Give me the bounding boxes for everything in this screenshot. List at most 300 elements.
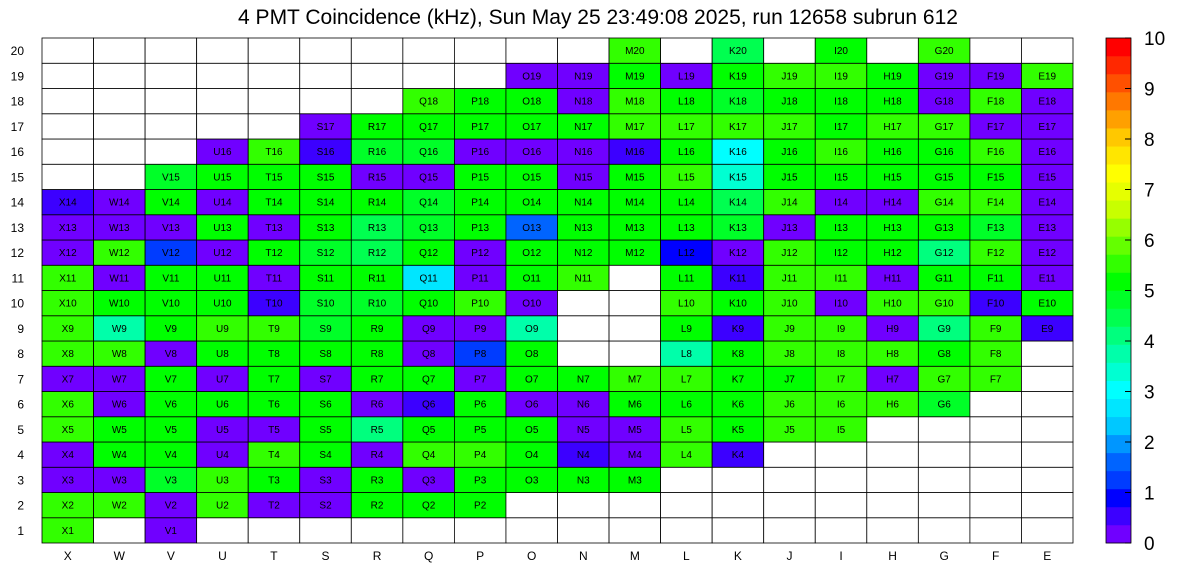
cell-label-K17: K17 bbox=[729, 121, 747, 133]
cell-label-I12: I12 bbox=[834, 248, 848, 260]
cell-label-O11: O11 bbox=[522, 273, 541, 285]
y-tick-label: 10 bbox=[10, 296, 24, 311]
heatmap-cell-T18 bbox=[248, 89, 300, 114]
cell-label-R4: R4 bbox=[370, 450, 384, 462]
cell-label-F8: F8 bbox=[989, 349, 1002, 361]
heatmap-cell-U17 bbox=[197, 114, 249, 139]
cell-label-R12: R12 bbox=[367, 248, 387, 260]
cell-label-G8: G8 bbox=[937, 349, 951, 361]
y-tick-label: 15 bbox=[10, 170, 24, 185]
cell-label-P18: P18 bbox=[471, 96, 490, 108]
cell-label-M15: M15 bbox=[625, 172, 645, 184]
colorbar-segment bbox=[1106, 38, 1131, 56]
cell-label-N4: N4 bbox=[576, 450, 590, 462]
cell-label-K8: K8 bbox=[731, 349, 745, 361]
cell-label-F13: F13 bbox=[987, 222, 1005, 234]
cell-label-U8: U8 bbox=[216, 349, 229, 361]
cell-label-E10: E10 bbox=[1038, 298, 1057, 310]
cell-label-H10: H10 bbox=[883, 298, 902, 310]
cell-label-G18: G18 bbox=[934, 96, 954, 108]
cell-label-G11: G11 bbox=[935, 273, 954, 285]
cell-label-U15: U15 bbox=[213, 172, 232, 184]
cell-label-L13: L13 bbox=[678, 222, 695, 234]
heatmap-cell-X15 bbox=[42, 164, 94, 189]
cell-label-P14: P14 bbox=[471, 197, 490, 209]
heatmap-cell-T17 bbox=[248, 114, 300, 139]
cell-label-H13: H13 bbox=[883, 222, 902, 234]
x-tick-label: F bbox=[992, 549, 1000, 563]
heatmap-cell-E5 bbox=[1021, 417, 1073, 442]
heatmap-cell-T20 bbox=[248, 38, 300, 63]
cell-label-U5: U5 bbox=[216, 424, 229, 436]
y-tick-label: 1 bbox=[17, 523, 24, 538]
colorbar-segment bbox=[1106, 489, 1131, 507]
cell-label-S12: S12 bbox=[316, 248, 335, 260]
cell-label-X8: X8 bbox=[61, 349, 74, 361]
colorbar-tick-label: 8 bbox=[1144, 130, 1155, 151]
colorbar-tick-label: 10 bbox=[1144, 29, 1166, 50]
x-tick-label: Q bbox=[423, 549, 434, 563]
heatmap-cell-J3 bbox=[764, 467, 816, 492]
x-tick-label: T bbox=[270, 549, 278, 563]
heatmap-cell-H2 bbox=[867, 493, 919, 518]
cell-label-S2: S2 bbox=[319, 500, 332, 512]
cell-label-K6: K6 bbox=[731, 399, 745, 411]
cell-label-W11: W11 bbox=[109, 273, 130, 285]
cell-label-R6: R6 bbox=[370, 399, 384, 411]
x-tick-label: J bbox=[786, 549, 793, 563]
cell-label-S9: S9 bbox=[319, 323, 332, 335]
cell-label-M4: M4 bbox=[627, 450, 642, 462]
cell-label-R5: R5 bbox=[370, 424, 384, 436]
heatmap-cell-M1 bbox=[609, 518, 661, 543]
cell-label-N14: N14 bbox=[574, 197, 593, 209]
cell-label-X13: X13 bbox=[58, 222, 77, 234]
cell-label-U13: U13 bbox=[213, 222, 232, 234]
heatmap-cell-F1 bbox=[970, 518, 1022, 543]
colorbar-segment bbox=[1106, 110, 1131, 128]
heatmap-cell-N10 bbox=[558, 291, 610, 316]
cell-label-M7: M7 bbox=[627, 374, 642, 386]
cell-label-U16: U16 bbox=[213, 147, 232, 159]
cell-label-X3: X3 bbox=[61, 475, 74, 487]
cell-label-W13: W13 bbox=[109, 222, 130, 234]
cell-label-V9: V9 bbox=[164, 323, 177, 335]
colorbar-segment bbox=[1106, 399, 1131, 417]
colorbar-segment bbox=[1106, 254, 1131, 272]
heatmap-cell-J20 bbox=[764, 38, 816, 63]
cell-label-M6: M6 bbox=[627, 399, 642, 411]
cell-label-S3: S3 bbox=[319, 475, 332, 487]
cell-label-J9: J9 bbox=[784, 323, 795, 335]
heatmap-cell-G1 bbox=[918, 518, 970, 543]
heatmap-cell-H5 bbox=[867, 417, 919, 442]
cell-label-Q8: Q8 bbox=[421, 349, 436, 361]
cell-label-T10: T10 bbox=[265, 298, 283, 310]
cell-label-Q4: Q4 bbox=[421, 450, 436, 462]
heatmap-cell-W20 bbox=[94, 38, 146, 63]
cell-label-U9: U9 bbox=[216, 323, 229, 335]
cell-label-F11: F11 bbox=[987, 273, 1004, 285]
heatmap-cell-U19 bbox=[197, 63, 249, 88]
cell-label-G6: G6 bbox=[937, 399, 951, 411]
x-tick-label: P bbox=[476, 549, 485, 563]
cell-label-I6: I6 bbox=[836, 399, 846, 411]
y-tick-label: 6 bbox=[17, 397, 24, 412]
cell-label-G16: G16 bbox=[934, 147, 954, 159]
heatmap-cell-F6 bbox=[970, 392, 1022, 417]
heatmap-cell-U1 bbox=[197, 518, 249, 543]
cell-label-T13: T13 bbox=[265, 222, 283, 234]
heatmap-cell-G3 bbox=[918, 467, 970, 492]
heatmap-cell-F4 bbox=[970, 442, 1022, 467]
cell-label-W6: W6 bbox=[111, 399, 127, 411]
cell-label-Q16: Q16 bbox=[419, 147, 439, 159]
heatmap-cell-I3 bbox=[815, 467, 867, 492]
cell-label-N17: N17 bbox=[574, 121, 593, 133]
heatmap-cell-H20 bbox=[867, 38, 919, 63]
heatmap-cell-V16 bbox=[145, 139, 197, 164]
cell-label-O8: O8 bbox=[525, 349, 539, 361]
heatmap-cell-X17 bbox=[42, 114, 94, 139]
cell-label-K12: K12 bbox=[729, 248, 747, 260]
cell-label-V5: V5 bbox=[164, 424, 177, 436]
cell-label-E14: E14 bbox=[1038, 197, 1057, 209]
cell-label-N6: N6 bbox=[576, 399, 590, 411]
cell-label-T3: T3 bbox=[268, 475, 280, 487]
cell-label-X1: X1 bbox=[61, 525, 74, 537]
cell-label-K10: K10 bbox=[729, 298, 747, 310]
heatmap-cell-E7 bbox=[1021, 366, 1073, 391]
heatmap-cell-R18 bbox=[351, 89, 403, 114]
cell-label-G14: G14 bbox=[934, 197, 954, 209]
cell-label-W2: W2 bbox=[111, 500, 127, 512]
x-tick-label: E bbox=[1043, 549, 1052, 563]
cell-label-E19: E19 bbox=[1038, 71, 1057, 83]
heatmap-cell-R1 bbox=[351, 518, 403, 543]
heatmap-cell-M11 bbox=[609, 265, 661, 290]
cell-label-L7: L7 bbox=[680, 374, 692, 386]
heatmap-cell-W15 bbox=[94, 164, 146, 189]
heatmap-cell-S20 bbox=[300, 38, 352, 63]
cell-label-M14: M14 bbox=[625, 197, 645, 209]
heatmap-cell-I4 bbox=[815, 442, 867, 467]
cell-label-G13: G13 bbox=[934, 222, 954, 234]
cell-label-R3: R3 bbox=[370, 475, 384, 487]
cell-label-P12: P12 bbox=[471, 248, 490, 260]
cell-label-I14: I14 bbox=[834, 197, 848, 209]
y-tick-label: 11 bbox=[11, 271, 24, 286]
cell-label-G10: G10 bbox=[934, 298, 954, 310]
cell-label-T4: T4 bbox=[268, 450, 280, 462]
colorbar-tick-label: 2 bbox=[1144, 433, 1155, 454]
y-tick-label: 7 bbox=[17, 372, 24, 387]
cell-label-I13: I13 bbox=[834, 222, 848, 234]
cell-label-W12: W12 bbox=[109, 248, 130, 260]
heatmap-cell-G4 bbox=[918, 442, 970, 467]
cell-label-S16: S16 bbox=[316, 147, 335, 159]
heatmap-cell-F2 bbox=[970, 493, 1022, 518]
cell-label-V15: V15 bbox=[161, 172, 180, 184]
cell-label-Q6: Q6 bbox=[421, 399, 436, 411]
cell-label-G7: G7 bbox=[937, 374, 951, 386]
cell-label-R10: R10 bbox=[367, 298, 387, 310]
heatmap-cell-K3 bbox=[712, 467, 764, 492]
cell-label-L12: L12 bbox=[678, 248, 695, 260]
cell-label-L19: L19 bbox=[678, 71, 695, 83]
heatmap-cell-W17 bbox=[94, 114, 146, 139]
cell-label-N18: N18 bbox=[574, 96, 593, 108]
cell-label-X6: X6 bbox=[61, 399, 74, 411]
cell-label-I20: I20 bbox=[834, 46, 848, 58]
cell-label-O3: O3 bbox=[525, 475, 539, 487]
cell-label-V1: V1 bbox=[164, 525, 177, 537]
cell-label-Q18: Q18 bbox=[419, 96, 439, 108]
heatmap-cell-O2 bbox=[506, 493, 558, 518]
cell-label-X12: X12 bbox=[58, 248, 77, 260]
cell-label-L9: L9 bbox=[680, 323, 692, 335]
heatmap-cell-M10 bbox=[609, 291, 661, 316]
heatmap-cell-K2 bbox=[712, 493, 764, 518]
colorbar-segment bbox=[1106, 182, 1131, 200]
cell-label-R17: R17 bbox=[367, 121, 387, 133]
cell-label-I8: I8 bbox=[836, 349, 846, 361]
heatmap-cell-T19 bbox=[248, 63, 300, 88]
cell-label-T16: T16 bbox=[265, 147, 283, 159]
heatmap-cell-M2 bbox=[609, 493, 661, 518]
y-tick-label: 13 bbox=[10, 220, 24, 235]
cell-label-J18: J18 bbox=[781, 96, 798, 108]
colorbar-tick-label: 4 bbox=[1144, 332, 1155, 353]
heatmap-cell-U20 bbox=[197, 38, 249, 63]
cell-label-K15: K15 bbox=[729, 172, 747, 184]
cell-label-V10: V10 bbox=[161, 298, 180, 310]
heatmap-cell-H1 bbox=[867, 518, 919, 543]
heatmap-cell-F5 bbox=[970, 417, 1022, 442]
cell-label-R14: R14 bbox=[367, 197, 387, 209]
cell-label-H16: H16 bbox=[883, 147, 902, 159]
cell-label-L15: L15 bbox=[678, 172, 695, 184]
cell-label-O6: O6 bbox=[525, 399, 539, 411]
cell-label-F10: F10 bbox=[987, 298, 1005, 310]
heatmap-cell-W16 bbox=[94, 139, 146, 164]
cell-label-U10: U10 bbox=[213, 298, 232, 310]
cell-label-Q5: Q5 bbox=[421, 424, 436, 436]
y-tick-label: 3 bbox=[17, 473, 24, 488]
cell-label-T12: T12 bbox=[265, 248, 283, 260]
heatmap-cell-H3 bbox=[867, 467, 919, 492]
cell-label-U3: U3 bbox=[216, 475, 229, 487]
cell-label-R16: R16 bbox=[367, 147, 387, 159]
cell-label-L4: L4 bbox=[680, 450, 692, 462]
heatmap-cell-V18 bbox=[145, 89, 197, 114]
cell-label-Q14: Q14 bbox=[419, 197, 439, 209]
cell-label-Q3: Q3 bbox=[421, 475, 436, 487]
cell-label-O7: O7 bbox=[525, 374, 539, 386]
cell-label-E11: E11 bbox=[1038, 273, 1056, 285]
cell-label-X11: X11 bbox=[59, 273, 77, 285]
cell-label-L17: L17 bbox=[678, 121, 695, 133]
cell-label-K7: K7 bbox=[731, 374, 745, 386]
cell-label-T11: T11 bbox=[265, 273, 283, 285]
cell-label-J8: J8 bbox=[784, 349, 795, 361]
cell-label-R15: R15 bbox=[367, 172, 387, 184]
heatmap-cell-E20 bbox=[1021, 38, 1073, 63]
cell-label-V12: V12 bbox=[161, 248, 180, 260]
colorbar-segment bbox=[1106, 435, 1131, 453]
cell-label-E15: E15 bbox=[1038, 172, 1057, 184]
cell-label-P16: P16 bbox=[471, 147, 490, 159]
cell-label-X7: X7 bbox=[61, 374, 74, 386]
cell-label-W4: W4 bbox=[111, 450, 127, 462]
colorbar-segment bbox=[1106, 200, 1131, 218]
heatmap-cell-V19 bbox=[145, 63, 197, 88]
cell-label-Q9: Q9 bbox=[421, 323, 436, 335]
cell-label-V13: V13 bbox=[161, 222, 180, 234]
cell-label-T5: T5 bbox=[268, 424, 280, 436]
heatmap-cell-X20 bbox=[42, 38, 94, 63]
cell-label-H11: H11 bbox=[883, 273, 902, 285]
heatmap-cell-R20 bbox=[351, 38, 403, 63]
heatmap-cell-W19 bbox=[94, 63, 146, 88]
heatmap-cell-W1 bbox=[94, 518, 146, 543]
cell-label-M5: M5 bbox=[627, 424, 642, 436]
cell-label-M12: M12 bbox=[625, 248, 645, 260]
cell-label-I11: I11 bbox=[834, 273, 848, 285]
cell-label-X5: X5 bbox=[61, 424, 74, 436]
colorbar-segment bbox=[1106, 309, 1131, 327]
cell-label-V3: V3 bbox=[164, 475, 177, 487]
cell-label-T7: T7 bbox=[268, 374, 280, 386]
heatmap-cell-V17 bbox=[145, 114, 197, 139]
cell-label-T14: T14 bbox=[265, 197, 283, 209]
cell-label-F18: F18 bbox=[987, 96, 1005, 108]
heatmap-cell-W18 bbox=[94, 89, 146, 114]
cell-label-R7: R7 bbox=[370, 374, 384, 386]
heatmap-cell-M9 bbox=[609, 316, 661, 341]
cell-label-V2: V2 bbox=[164, 500, 177, 512]
cell-label-F19: F19 bbox=[987, 71, 1005, 83]
cell-label-P15: P15 bbox=[471, 172, 490, 184]
heatmap-cell-S19 bbox=[300, 63, 352, 88]
cell-label-X14: X14 bbox=[58, 197, 77, 209]
cell-label-S13: S13 bbox=[316, 222, 335, 234]
cell-label-J5: J5 bbox=[784, 424, 795, 436]
colorbar-tick-label: 9 bbox=[1144, 79, 1155, 101]
cell-label-J17: J17 bbox=[781, 121, 798, 133]
heatmap-cell-I2 bbox=[815, 493, 867, 518]
colorbar-segment bbox=[1106, 92, 1131, 110]
cell-label-G19: G19 bbox=[934, 71, 954, 83]
heatmap-cell-N9 bbox=[558, 316, 610, 341]
cell-label-V4: V4 bbox=[164, 450, 177, 462]
x-tick-label: H bbox=[888, 549, 897, 563]
cell-label-L11: L11 bbox=[678, 273, 695, 285]
cell-label-N5: N5 bbox=[576, 424, 590, 436]
cell-label-H7: H7 bbox=[886, 374, 899, 386]
cell-label-V11: V11 bbox=[162, 273, 180, 285]
cell-label-S10: S10 bbox=[316, 298, 335, 310]
cell-label-O9: O9 bbox=[525, 323, 539, 335]
heatmap-cell-O20 bbox=[506, 38, 558, 63]
heatmap-cell-P1 bbox=[454, 518, 506, 543]
colorbar-segment bbox=[1106, 164, 1131, 182]
cell-label-H15: H15 bbox=[883, 172, 902, 184]
heatmap-cell-V20 bbox=[145, 38, 197, 63]
cell-label-J13: J13 bbox=[781, 222, 798, 234]
cell-label-N11: N11 bbox=[574, 273, 593, 285]
x-tick-label: U bbox=[218, 549, 227, 563]
heatmap-cell-P19 bbox=[454, 63, 506, 88]
cell-label-S11: S11 bbox=[316, 273, 335, 285]
cell-label-P13: P13 bbox=[471, 222, 490, 234]
cell-label-F7: F7 bbox=[989, 374, 1002, 386]
cell-label-E18: E18 bbox=[1038, 96, 1057, 108]
cell-label-M3: M3 bbox=[627, 475, 642, 487]
colorbar-segment bbox=[1106, 272, 1131, 290]
heatmap-cell-Q20 bbox=[403, 38, 455, 63]
heatmap-cell-E2 bbox=[1021, 493, 1073, 518]
cell-label-N13: N13 bbox=[574, 222, 593, 234]
y-tick-label: 12 bbox=[10, 246, 24, 261]
cell-label-H14: H14 bbox=[883, 197, 902, 209]
colorbar-tick-label: 5 bbox=[1144, 281, 1155, 303]
cell-label-L16: L16 bbox=[678, 147, 695, 159]
colorbar-segment bbox=[1106, 525, 1131, 543]
colorbar-tick-label: 3 bbox=[1144, 382, 1155, 404]
cell-label-Q10: Q10 bbox=[419, 298, 439, 310]
cell-label-O17: O17 bbox=[522, 121, 542, 133]
cell-label-N15: N15 bbox=[574, 172, 593, 184]
cell-label-O16: O16 bbox=[522, 147, 542, 159]
cell-label-V8: V8 bbox=[164, 349, 177, 361]
cell-label-F15: F15 bbox=[987, 172, 1005, 184]
cell-label-O18: O18 bbox=[522, 96, 542, 108]
cell-label-F9: F9 bbox=[989, 323, 1002, 335]
x-tick-label: S bbox=[321, 549, 330, 563]
heatmap-cell-N8 bbox=[558, 341, 610, 366]
y-tick-label: 18 bbox=[10, 94, 24, 109]
heatmap-cell-E8 bbox=[1021, 341, 1073, 366]
heatmap-cell-P20 bbox=[454, 38, 506, 63]
heatmap-cell-K1 bbox=[712, 518, 764, 543]
cell-label-G15: G15 bbox=[934, 172, 954, 184]
cell-label-I15: I15 bbox=[834, 172, 848, 184]
cell-label-M16: M16 bbox=[625, 147, 645, 159]
cell-label-Q2: Q2 bbox=[421, 500, 436, 512]
cell-label-W10: W10 bbox=[109, 298, 130, 310]
heatmap-cell-G5 bbox=[918, 417, 970, 442]
chart-title: 4 PMT Coincidence (kHz), Sun May 25 23:49:08 2025, run 12658 subrun 612 bbox=[238, 6, 958, 29]
cell-label-K13: K13 bbox=[729, 222, 747, 234]
cell-label-Q13: Q13 bbox=[419, 222, 439, 234]
cell-label-U14: U14 bbox=[213, 197, 232, 209]
cell-label-E13: E13 bbox=[1038, 222, 1057, 234]
x-tick-label: X bbox=[63, 549, 72, 563]
cell-label-T9: T9 bbox=[268, 323, 280, 335]
cell-label-H9: H9 bbox=[886, 323, 899, 335]
cell-label-F12: F12 bbox=[987, 248, 1005, 260]
heatmap-cell-M8 bbox=[609, 341, 661, 366]
cell-label-P2: P2 bbox=[474, 500, 487, 512]
heatmap-cell-X16 bbox=[42, 139, 94, 164]
cell-label-L5: L5 bbox=[680, 424, 692, 436]
colorbar-segment bbox=[1106, 146, 1131, 164]
cell-label-W3: W3 bbox=[111, 475, 127, 487]
cell-label-E9: E9 bbox=[1041, 323, 1054, 335]
cell-label-W14: W14 bbox=[109, 197, 130, 209]
cell-label-P9: P9 bbox=[474, 323, 487, 335]
